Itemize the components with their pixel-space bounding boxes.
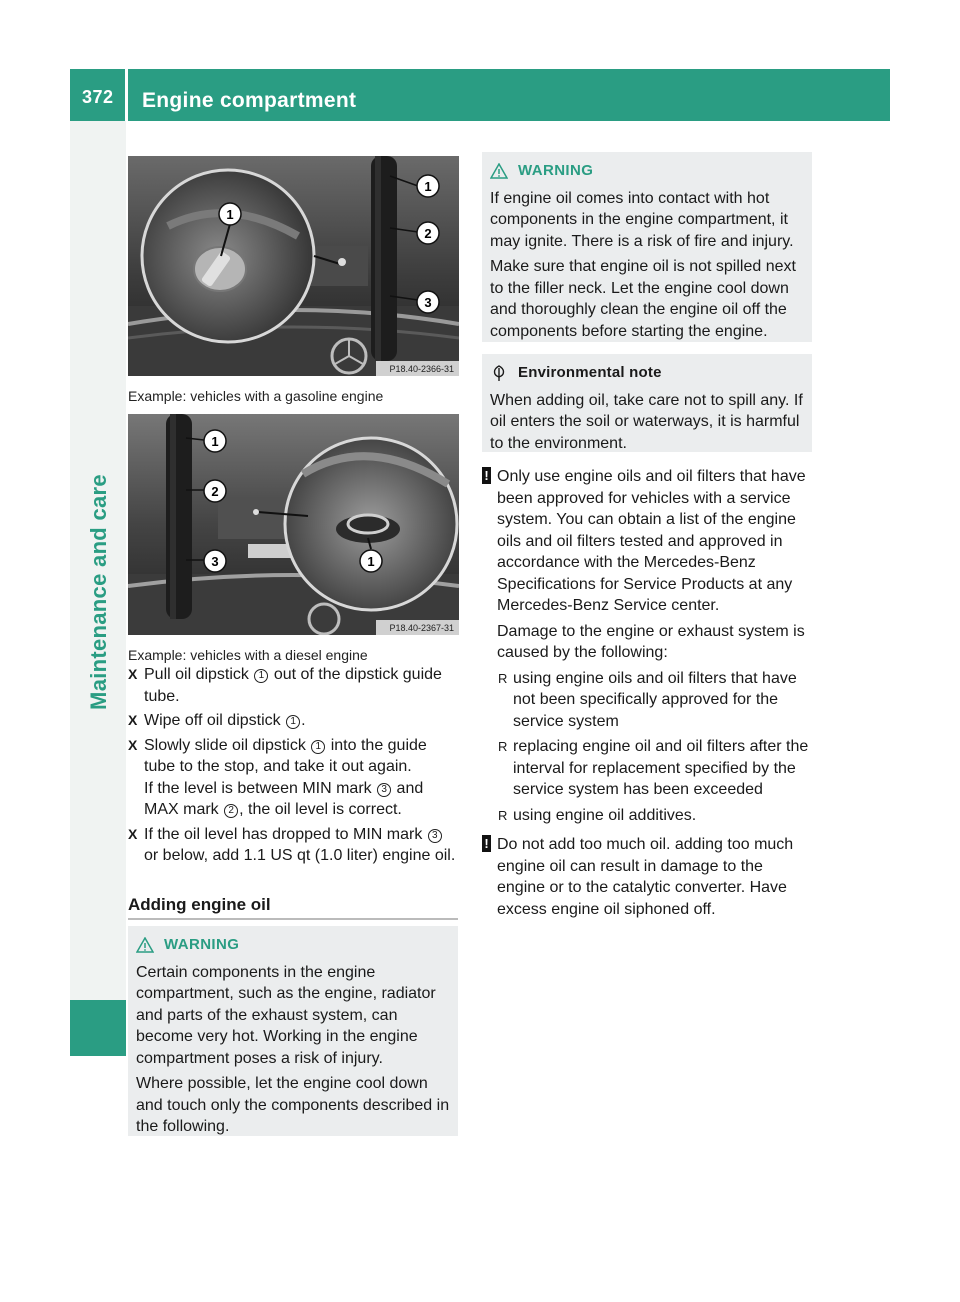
- engine-photo-gasoline: [128, 156, 459, 376]
- bullet-marker-icon: R: [498, 670, 508, 686]
- instruction-steps: [128, 664, 460, 867]
- callout-ref: 3: [428, 829, 442, 843]
- svg-text:2: 2: [211, 484, 219, 499]
- figure-caption: Example: vehicles with a diesel engine: [128, 647, 368, 663]
- notice-exclamation-icon: !: [482, 467, 491, 484]
- section-marker: [70, 1000, 126, 1056]
- heading-rule: [128, 918, 458, 920]
- environment-leaf-icon: [490, 364, 508, 382]
- environmental-note: [482, 354, 812, 452]
- header-divider: [125, 69, 128, 121]
- page-number: 372: [82, 87, 114, 107]
- engine-photo-diesel: [128, 414, 459, 635]
- list-item: R replacing engine oil and oil filters after the interval for replacement specified by the service system has been exceeded: [498, 738, 809, 798]
- warning-triangle-icon: [490, 163, 508, 179]
- callout-ref: 2: [224, 804, 238, 818]
- step: X Wipe off oil dipstick 1 .: [128, 710, 460, 732]
- warning-title: WARNING: [518, 162, 594, 179]
- step-arrow-icon: X: [128, 712, 138, 728]
- warning-text: If engine oil comes into contact with hot components in the engine compartment, it may ignite. There is a risk of fire and injury.: [490, 189, 794, 250]
- callout-ref: 3: [377, 783, 391, 797]
- callout-ref: 1: [311, 740, 325, 754]
- warning-text: Make sure that engine oil is not spilled next to the filler neck. Let the engine cool down and thoroughly clean the engine oil off the components before starting the engine.: [490, 258, 796, 340]
- step-arrow-icon: X: [128, 825, 138, 842]
- figure-code: P18.40-2366-31: [389, 364, 454, 374]
- callout-ref: 1: [254, 669, 268, 683]
- notice-block: [482, 466, 812, 920]
- warning-box: [482, 152, 812, 342]
- environmental-note-text: When adding oil, take care not to spill any. If oil enters the soil or waterways, it is harmful to the environment.: [490, 391, 803, 452]
- warning-triangle-icon: [136, 937, 154, 953]
- bullet-marker-icon: R: [498, 739, 508, 754]
- warning-title: WARNING: [164, 936, 240, 953]
- svg-text:3: 3: [424, 295, 432, 310]
- bullet-marker-icon: R: [498, 807, 508, 823]
- step: X If the oil level has dropped to MIN mark 3 or below, add 1.1 US qt (1.0 liter) engine oil.: [128, 825, 456, 864]
- step-arrow-icon: X: [128, 736, 138, 753]
- notice-exclamation-icon: !: [482, 835, 491, 852]
- step-arrow-icon: X: [128, 666, 138, 682]
- list-item: R using engine oil additives.: [497, 805, 812, 827]
- warning-text: Certain components in the engine compartment, such as the engine, radiator and parts of the exhaust system, can become very hot. Working in the engine compartment poses a risk of injury.: [136, 963, 436, 1067]
- step: X Slowly slide oil dipstick 1 into the guide tube to the stop, and take it out again. If the level is between MIN mark 3 and MAX mark 2 , the oil level is correct.: [128, 736, 427, 818]
- list-item: R using engine oils and oil filters that have not been specifically approved for the service system: [498, 669, 797, 730]
- svg-text:1: 1: [211, 434, 219, 449]
- svg-text:3: 3: [211, 554, 219, 569]
- figure-caption: Example: vehicles with a gasoline engine: [128, 388, 384, 404]
- environmental-note-title: Environmental note: [518, 364, 662, 381]
- notice: ! Do not add too much oil. adding too much engine oil can result in damage to the engine or to the catalytic converter. Have excess engine oil siphoned off.: [482, 834, 812, 920]
- page-title: Engine compartment: [142, 89, 357, 112]
- svg-text:2: 2: [424, 226, 432, 241]
- callout-1: 1: [226, 207, 234, 222]
- step: X Pull oil dipstick 1 out of the dipstick guide tube.: [128, 666, 442, 705]
- section-label: Maintenance and care: [86, 474, 111, 710]
- notice: ! Only use engine oils and oil filters that have been approved for vehicles with a service system. You can obtain a list of the engine oils and oil filters tested and approved in accordance with the Mercedes-Benz Specifications for Service Products at any Mercedes-Benz Service center. Damage to the engine or exhaust system is caused by the following: R using engine oils and oil filters that have not been specifically approved for the service system R replacing engine oil and oil filters after the interval for replacement specified by the service system has been exceeded R using engine oil additives.: [482, 466, 812, 826]
- svg-text:1: 1: [424, 179, 432, 194]
- warning-box: [128, 926, 458, 1136]
- svg-text:1: 1: [367, 554, 375, 569]
- section-heading: Adding engine oil: [128, 895, 271, 914]
- warning-text: Where possible, let the engine cool down and touch only the components described in the following.: [136, 1075, 450, 1135]
- callout-ref: 1: [286, 715, 300, 729]
- figure-code: P18.40-2367-31: [389, 623, 454, 633]
